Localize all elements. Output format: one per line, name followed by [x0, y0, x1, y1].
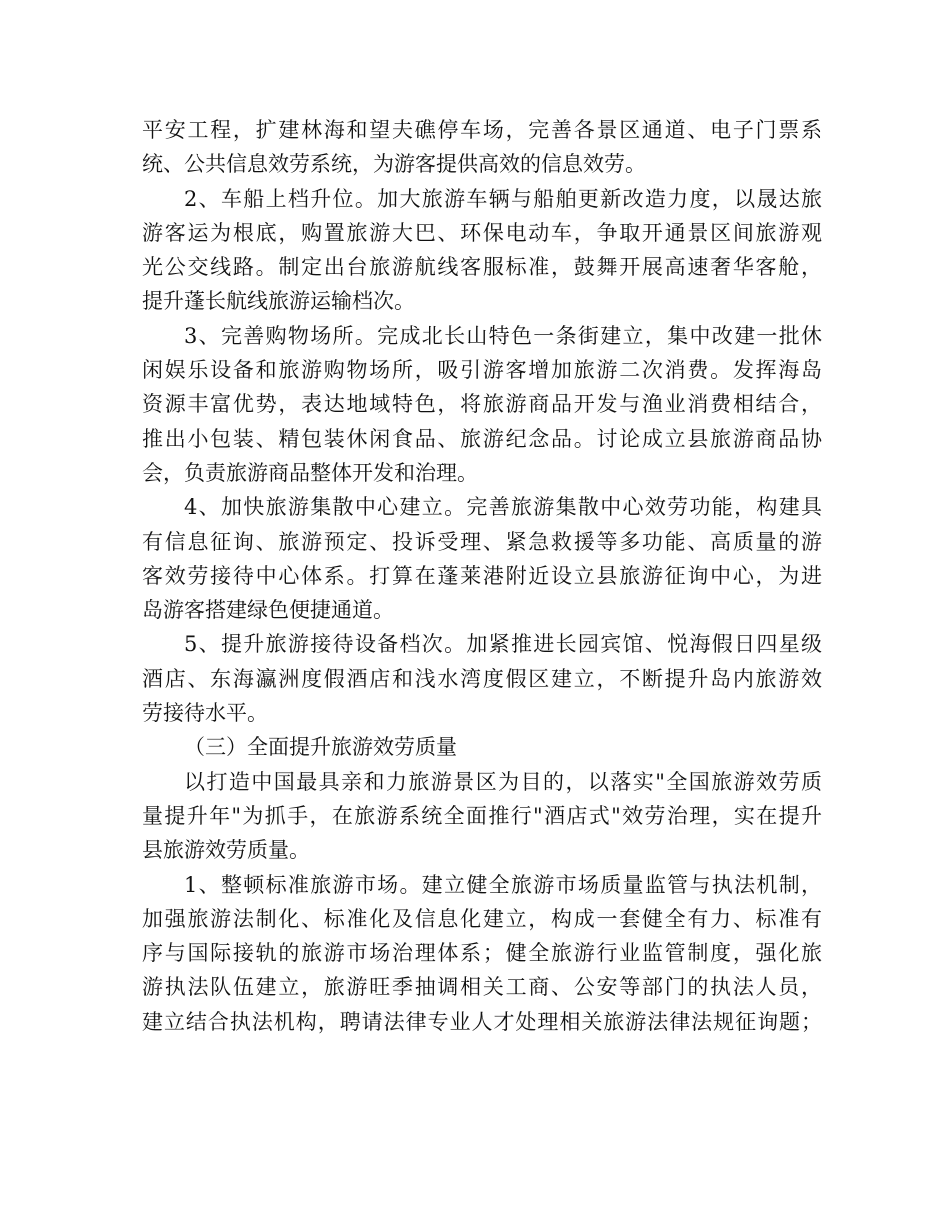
text-line: 3、完善购物场所。完成北长山特色一条街建立，集中改建一批休 — [184, 323, 822, 348]
text-line: 以打造中国最具亲和力旅游景区为目的，以落实"全国旅游效劳质 — [184, 769, 822, 794]
text-line: 量提升年"为抓手，在旅游系统全面推行"酒店式"效劳治理，实在提升 — [142, 803, 822, 828]
text-line: 资源丰富优势，表达地域特色，将旅游商品开发与渔业消费相结合， — [142, 392, 822, 417]
text-line: 推出小包装、精包装休闲食品、旅游纪念品。讨论成立县旅游商品协 — [142, 426, 822, 451]
text-line: 加强旅游法制化、标准化及信息化建立，构成一套健全有力、标准有 — [142, 906, 822, 931]
text-line: 序与国际接轨的旅游市场治理体系；健全旅游行业监管制度，强化旅 — [142, 941, 822, 966]
text-line: 平安工程，扩建林海和望夫礁停车场，完善各景区通道、电子门票系 — [142, 118, 822, 142]
text-line: 岛游客搭建绿色便捷通道。 — [142, 598, 394, 623]
text-line: 客效劳接待中心体系。打算在蓬莱港附近设立县旅游征询中心，为进 — [142, 563, 822, 588]
text-line: 统、公共信息效劳系统，为游客提供高效的信息效劳。 — [142, 152, 646, 177]
document-body — [142, 113, 822, 1039]
text-line: 光公交线路。制定出台旅游航线客服标准，鼓舞开展高速奢华客舱， — [142, 255, 822, 280]
text-line: 5、提升旅游接待设备档次。加紧推进长园宾馆、悦海假日四星级 — [184, 632, 822, 657]
text-line: 1、整顿标准旅游市场。建立健全旅游市场质量监管与执法机制， — [184, 872, 822, 897]
text-line: 游执法队伍建立，旅游旺季抽调相关工商、公安等部门的执法人员， — [142, 975, 822, 1000]
text-line: 县旅游效劳质量。 — [142, 838, 310, 863]
text-line: （三）全面提升旅游效劳质量 — [184, 735, 457, 760]
text-line: 会，负责旅游商品整体开发和治理。 — [142, 460, 478, 485]
text-line: 4、加快旅游集散中心建立。完善旅游集散中心效劳功能，构建具 — [184, 495, 822, 520]
text-line: 劳接待水平。 — [142, 701, 268, 726]
text-line: 闲娱乐设备和旅游购物场所，吸引游客增加旅游二次消费。发挥海岛 — [142, 358, 822, 383]
text-line: 酒店、东海瀛洲度假酒店和浅水湾度假区建立，不断提升岛内旅游效 — [142, 666, 822, 691]
text-line: 有信息征询、旅游预定、投诉受理、紧急救援等多功能、高质量的游 — [142, 529, 822, 554]
text-line: 提升蓬长航线旅游运输档次。 — [142, 289, 415, 314]
text-line: 建立结合执法机构，聘请法律专业人才处理相关旅游法律法规征询题； — [142, 1009, 822, 1034]
text-line: 2、车船上档升位。加大旅游车辆与船舶更新改造力度，以晟达旅 — [184, 186, 822, 211]
text-line: 游客运为根底，购置旅游大巴、环保电动车，争取开通景区间旅游观 — [142, 220, 822, 245]
